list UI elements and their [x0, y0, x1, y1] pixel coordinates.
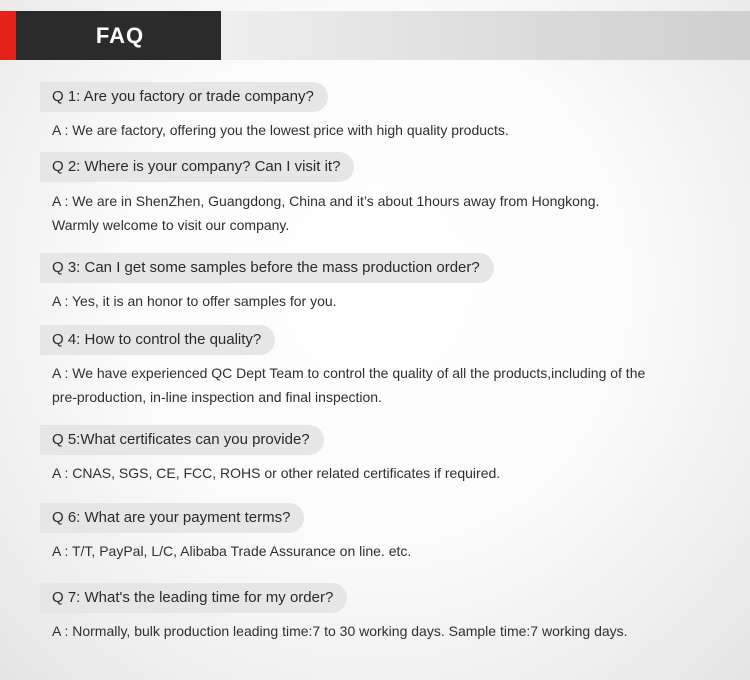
faq-answer-4: [52, 361, 645, 409]
faq-answer-4-text: A : We have experienced QC Dept Team to control the quality of all the products,including of the: [52, 365, 646, 381]
faq-question-1: Q 1: Are you factory or trade company?: [40, 82, 328, 112]
faq-question-5: Q 5:What certificates can you provide?: [40, 425, 324, 455]
faq-answer-4-continued: pre-production, in-line inspection and final inspection.: [52, 389, 382, 405]
faq-answer-2-text: A : We are in ShenZhen, Guangdong, China and it’s about 1hours away from Hongkong.: [52, 193, 600, 209]
faq-question-2: Q 2: Where is your company? Can I visit it?: [40, 152, 354, 182]
faq-answer-3: [52, 289, 337, 313]
faq-answer-7: [52, 619, 628, 643]
faq-answer-1-text: A : We are factory, offering you the lowest price with high quality products.: [52, 122, 509, 138]
faq-question-4: Q 4: How to control the quality?: [40, 325, 275, 355]
faq-answer-3-text: A : Yes, it is an honor to offer samples for you.: [52, 293, 337, 309]
faq-question-6: Q 6: What are your payment terms?: [40, 503, 304, 533]
faq-answer-1: [52, 118, 509, 142]
faq-answer-2: [52, 189, 599, 237]
faq-question-7: Q 7: What's the leading time for my order?: [40, 583, 347, 613]
faq-title: FAQ: [95, 23, 145, 48]
faq-answer-2-continued: Warmly welcome to visit our company.: [52, 217, 290, 233]
faq-answer-7-text: A : Normally, bulk production leading time:7 to 30 working days. Sample time:7 working days.: [52, 623, 628, 639]
faq-answer-6-text: A : T/T, PayPal, L/C, Alibaba Trade Assurance on line. etc.: [52, 543, 412, 559]
faq-answer-5-text: A : CNAS, SGS, CE, FCC, ROHS or other related certificates if required.: [52, 465, 501, 481]
faq-answer-5: [52, 461, 500, 485]
faq-answer-6: [52, 539, 411, 563]
faq-question-3: Q 3: Can I get some samples before the mass production order?: [40, 253, 494, 283]
